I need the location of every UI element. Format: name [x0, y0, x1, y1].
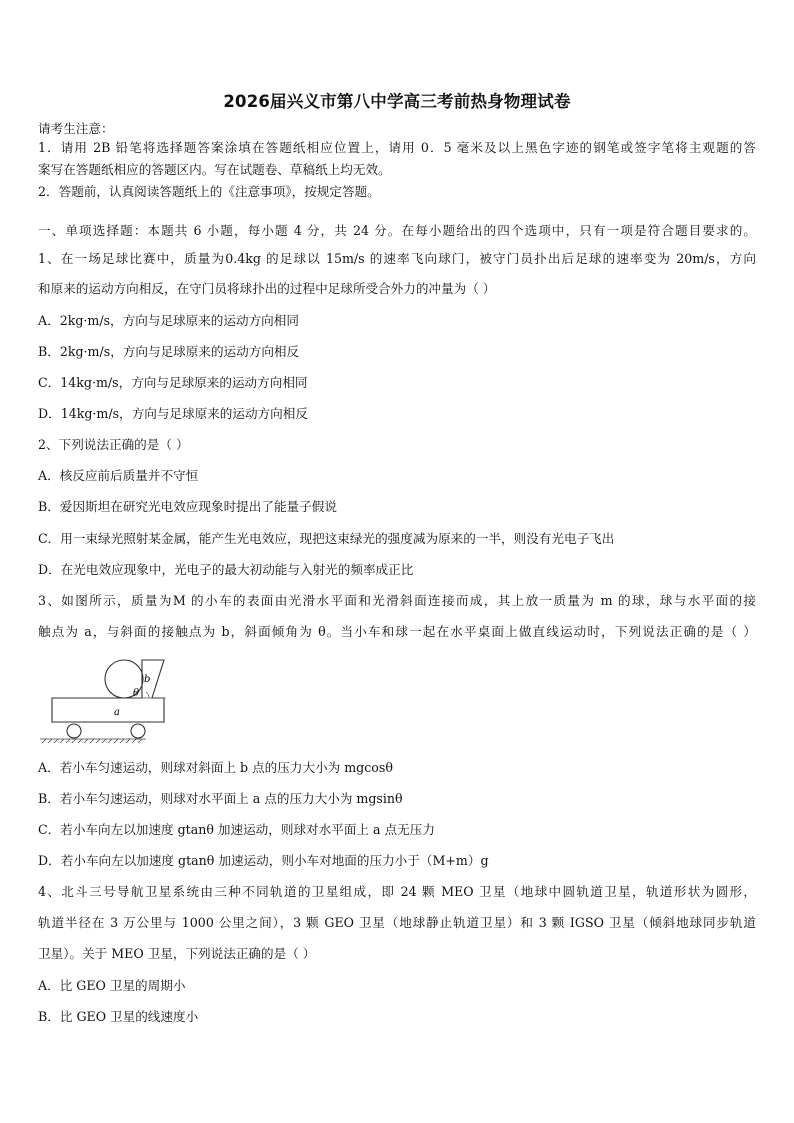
question-4-stem-line-3: 卫星）。关于 MEO 卫星，下列说法正确的是（ ）: [38, 946, 316, 961]
question-1-option-a: A．2kg·m/s，方向与足球原来的运动方向相同: [38, 313, 299, 328]
cart-wheels: [67, 724, 145, 738]
question-2-stem: 2、下列说法正确的是（ ）: [38, 437, 189, 452]
question-1-option-c: C．14kg·m/s，方向与足球原来的运动方向相同: [38, 375, 308, 390]
question-2-option-b: B．爱因斯坦在研究光电效应现象时提出了能量子假说: [38, 499, 337, 514]
right-wheel: [131, 724, 145, 738]
question-1-stem-line-2: 和原来的运动方向相反，在守门员将球扑出的过程中足球所受合外力的冲量为（ ）: [38, 281, 496, 296]
angle-arc: [146, 692, 149, 698]
question-1-option-b: B．2kg·m/s，方向与足球原来的运动方向相反: [38, 344, 300, 359]
question-1-stem-line-1: 1、在一场足球比赛中，质量为0.4kg 的足球以 15m/s 的速率飞向球门，被守门员扑出后足球的速率变为 20m/s，方向: [38, 251, 756, 266]
question-2-option-d: D．在光电效应现象中，光电子的最大初动能与入射光的频率成正比: [38, 562, 414, 577]
cart-ball-diagram: [38, 652, 178, 744]
question-3-option-c: C．若小车向左以加速度 gtanθ 加速运动，则球对水平面上 a 点无压力: [38, 822, 435, 837]
left-wheel: [67, 724, 81, 738]
question-4-option-b: B．比 GEO 卫星的线速度小: [38, 1009, 199, 1024]
label-b: b: [144, 674, 151, 685]
question-2-option-a: A．核反应前后质量并不守恒: [38, 468, 199, 483]
page-title: 2026届兴义市第八中学高三考前热身物理试卷: [223, 92, 571, 111]
question-3-stem-line-1: 3、如图所示，质量为M 的小车的表面由光滑水平面和光滑斜面连接而成，其上放一质量为 m 的球，球与水平面的接: [38, 593, 756, 608]
notice-item-1-line-1: 1．请用 2B 铅笔将选择题答案涂填在答题纸相应位置上，请用 0．5 毫米及以上黑色字迹的钢笔或签字笔将主观题的答: [38, 140, 756, 155]
question-3-option-a: A．若小车匀速运动，则球对斜面上 b 点的压力大小为 mgcosθ: [38, 760, 393, 775]
question-3-option-b: B．若小车匀速运动，则球对水平面上 a 点的压力大小为 mgsinθ: [38, 791, 403, 806]
ground-hatching: [40, 739, 146, 743]
label-theta: θ: [133, 688, 140, 699]
question-3-stem-line-2: 触点为 a，与斜面的接触点为 b，斜面倾角为 θ。当小车和球一起在水平桌面上做直线运动时，下列说法正确的是（ ）: [38, 624, 756, 639]
question-4-stem-line-2: 轨道半径在 3 万公里与 1000 公里之间），3 颗 GEO 卫星（地球静止轨道卫星）和 3 颗 IGSO 卫星（倾斜地球同步轨道: [38, 915, 756, 930]
notice-item-1-line-2: 案写在答题纸相应的答题区内。写在试题卷、草稿纸上均无效。: [38, 162, 391, 177]
question-3-option-d: D．若小车向左以加速度 gtanθ 加速运动，则小车对地面的压力小于（M+m）g: [38, 853, 489, 868]
question-1-option-d: D．14kg·m/s，方向与足球原来的运动方向相反: [38, 406, 308, 421]
section-heading: 一、单项选择题：本题共 6 小题，每小题 4 分，共 24 分。在每小题给出的四个选项中，只有一项是符合题目要求的。: [38, 223, 756, 238]
question-4-option-a: A．比 GEO 卫星的周期小: [38, 978, 186, 993]
question-4-stem-line-1: 4、北斗三号导航卫星系统由三种不同轨道的卫星组成，即 24 颗 MEO 卫星（地球中圆轨道卫星，轨道形状为圆形，: [38, 884, 756, 899]
notice-heading: 请考生注意：: [38, 121, 114, 136]
question-2-option-c: C．用一束绿光照射某金属，能产生光电效应，现把这束绿光的强度减为原来的一半，则没有光电子飞出: [38, 531, 615, 546]
label-a: a: [114, 707, 120, 718]
notice-item-2: 2．答题前，认真阅读答题纸上的《注意事项》，按规定答题。: [38, 184, 380, 199]
